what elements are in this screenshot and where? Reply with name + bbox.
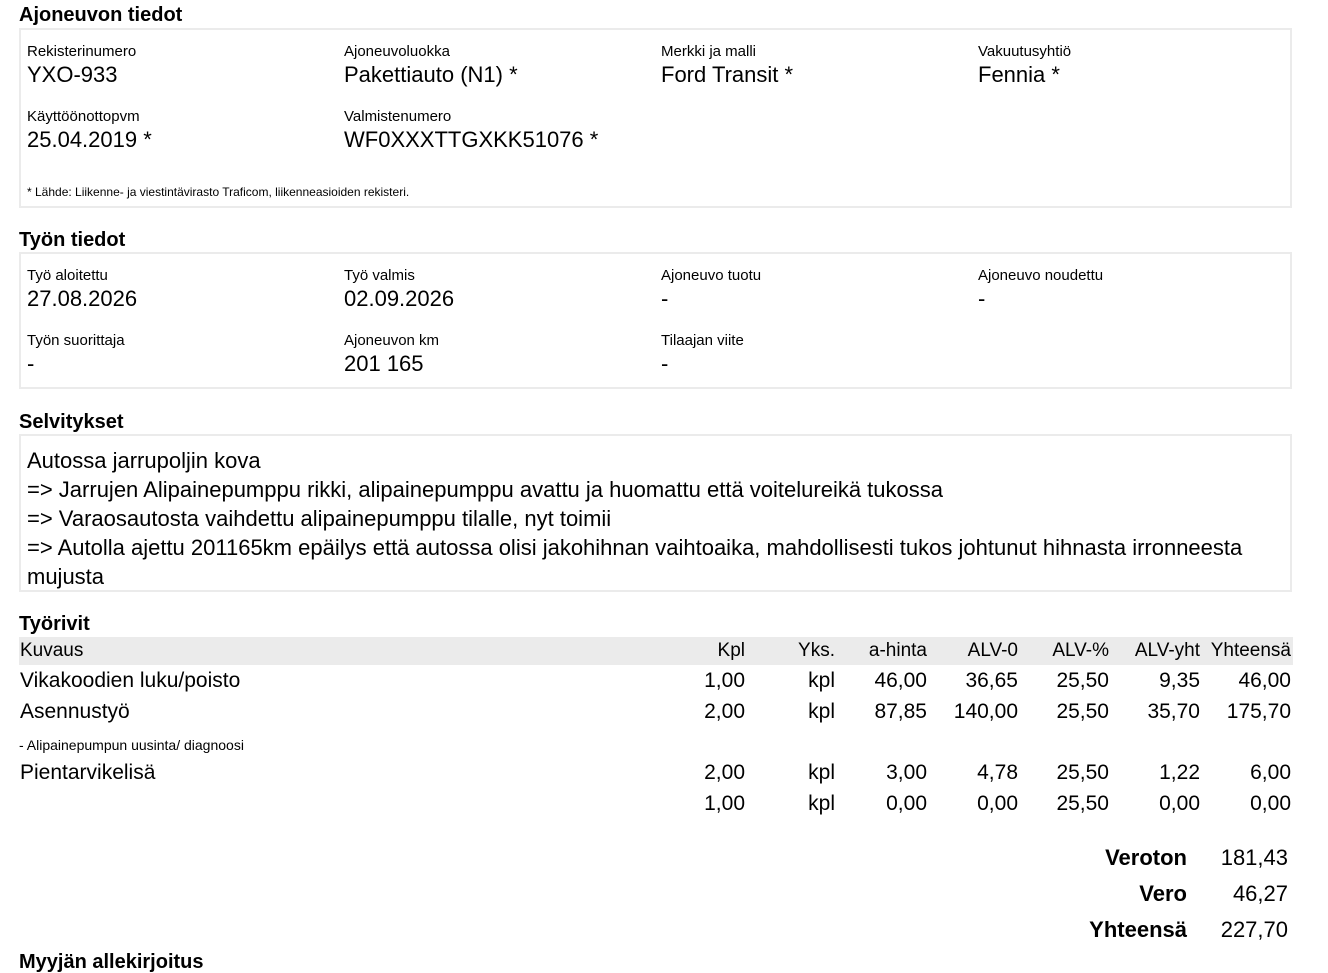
net-label: Veroton: [1105, 845, 1187, 870]
cell-unit: kpl: [808, 761, 835, 784]
brought-label: Ajoneuvo tuotu: [661, 267, 762, 284]
table-row: [19, 790, 1293, 818]
net-value: 181,43: [1220, 845, 1288, 870]
cell-total: 175,70: [1226, 700, 1291, 723]
km-label: Ajoneuvon km: [344, 332, 440, 349]
reg-label: Rekisterinumero: [27, 43, 137, 60]
intro-date-value: 25.04.2019 *: [27, 127, 152, 152]
col-description: Kuvaus: [20, 640, 84, 661]
picked-value: -: [978, 286, 986, 311]
source-note: * Lähde: Liikenne- ja viestintävirasto Traficom, liikenneasioiden rekisteri.: [27, 185, 410, 199]
cell-vat0: 36,65: [965, 669, 1018, 692]
cell-qty: 2,00: [704, 700, 745, 723]
cell-unit-price: 46,00: [874, 669, 927, 692]
started-label: Työ aloitettu: [27, 267, 108, 284]
class-value: Pakettiauto (N1) *: [344, 62, 518, 87]
cell-unit: kpl: [808, 792, 835, 815]
km-field: [344, 333, 439, 377]
cell-vat-pct: 25,50: [1056, 669, 1109, 692]
brought-field: [661, 268, 761, 312]
cell-qty: 1,00: [704, 792, 745, 815]
table-row: [19, 759, 1293, 787]
started-field: [27, 268, 137, 312]
vehicle-info-box: [19, 28, 1292, 208]
cell-vat-total: 1,22: [1159, 761, 1200, 784]
cell-unit-price: 87,85: [874, 700, 927, 723]
notes-text: Autossa jarrupoljin kova => Jarrujen Alipainepumppu rikki, alipainepumppu avattu ja huomattu että voitelureikä tukossa => Varaosautosta vaihdettu alipainepumppu tilalle, nyt toimii => Autolla ajettu 201165km epäilys että autossa olisi jakohihnan vaihtoaika, mahdollisesti tukos johtunut hihnasta irronneesta mujusta: [27, 448, 1243, 589]
intro-date-field: [27, 109, 152, 153]
cell-vat-pct: 25,50: [1056, 761, 1109, 784]
picked-label: Ajoneuvo noudettu: [978, 267, 1104, 284]
cell-vat0: 4,78: [977, 761, 1018, 784]
done-value: 02.09.2026: [344, 286, 455, 311]
rows-section-title: Työrivit: [19, 613, 90, 635]
performer-field: [27, 333, 125, 377]
make-field: [661, 44, 793, 88]
insurer-label: Vakuutusyhtiö: [978, 43, 1072, 60]
cell-qty: 1,00: [704, 669, 745, 692]
vehicle-section-title: Ajoneuvon tiedot: [19, 4, 183, 26]
cell-vat-pct: 25,50: [1056, 700, 1109, 723]
performer-label: Työn suorittaja: [27, 332, 125, 349]
total-label: Yhteensä: [1089, 917, 1187, 942]
cell-vat-total: 35,70: [1147, 700, 1200, 723]
cell-vat-total: 0,00: [1159, 792, 1200, 815]
cell-unit-price: 3,00: [886, 761, 927, 784]
vin-value: WF0XXXTTGXKK51076 *: [344, 127, 599, 152]
col-vat-pct: ALV-%: [1052, 640, 1109, 661]
col-unit: Yks.: [798, 640, 835, 661]
signature-title: Myyjän allekirjoitus: [19, 951, 204, 973]
work-info-box: [19, 252, 1292, 389]
col-unit-price: a-hinta: [868, 640, 927, 661]
tax-label: Vero: [1139, 881, 1187, 906]
tax-value: 46,27: [1232, 881, 1288, 906]
cell-vat-pct: 25,50: [1056, 792, 1109, 815]
cell-total: 0,00: [1250, 792, 1291, 815]
total-value: 227,70: [1220, 917, 1288, 942]
intro-date-label: Käyttöönottopvm: [27, 108, 140, 125]
insurer-field: [978, 44, 1071, 88]
cell-unit: kpl: [808, 669, 835, 692]
brought-value: -: [661, 286, 669, 311]
cell-description: Asennustyö: [20, 700, 130, 723]
cell-total: 6,00: [1250, 761, 1291, 784]
reg-value: YXO-933: [27, 62, 118, 87]
cell-vat0: 140,00: [953, 700, 1018, 723]
col-total: Yhteensä: [1210, 640, 1291, 661]
table-row: [19, 698, 1293, 726]
make-label: Merkki ja malli: [661, 43, 757, 60]
ref-label: Tilaajan viite: [661, 332, 744, 349]
ref-value: -: [661, 351, 669, 376]
work-section-title: Työn tiedot: [19, 229, 126, 251]
vin-field: [344, 109, 598, 153]
notes-section-title: Selvitykset: [19, 411, 124, 433]
col-vat-total: ALV-yht: [1134, 640, 1200, 661]
done-field: [344, 268, 454, 312]
ref-field: [661, 333, 744, 377]
class-field: [344, 44, 518, 88]
col-vat0: ALV-0: [967, 640, 1018, 661]
started-value: 27.08.2026: [27, 286, 138, 311]
col-qty: Kpl: [717, 640, 745, 661]
cell-total: 46,00: [1238, 669, 1291, 692]
km-value: 201 165: [344, 351, 424, 376]
notes-box: [19, 434, 1292, 592]
vin-label: Valmistenumero: [344, 108, 452, 125]
reg-field: [27, 44, 136, 88]
table-row: [19, 667, 1293, 695]
class-label: Ajoneuvoluokka: [344, 43, 450, 60]
row-subnote: - Alipainepumpun uusinta/ diagnoosi: [19, 737, 244, 753]
picked-field: [978, 268, 1103, 312]
cell-vat-total: 9,35: [1159, 669, 1200, 692]
make-value: Ford Transit *: [661, 62, 794, 87]
cell-qty: 2,00: [704, 761, 745, 784]
performer-value: -: [27, 351, 35, 376]
cell-description: Pientarvikelisä: [20, 761, 156, 784]
table-header: [19, 637, 1293, 665]
cell-description: Vikakoodien luku/poisto: [20, 669, 241, 692]
cell-unit-price: 0,00: [886, 792, 927, 815]
cell-unit: kpl: [808, 700, 835, 723]
cell-vat0: 0,00: [977, 792, 1018, 815]
done-label: Työ valmis: [344, 267, 415, 284]
insurer-value: Fennia *: [978, 62, 1060, 87]
